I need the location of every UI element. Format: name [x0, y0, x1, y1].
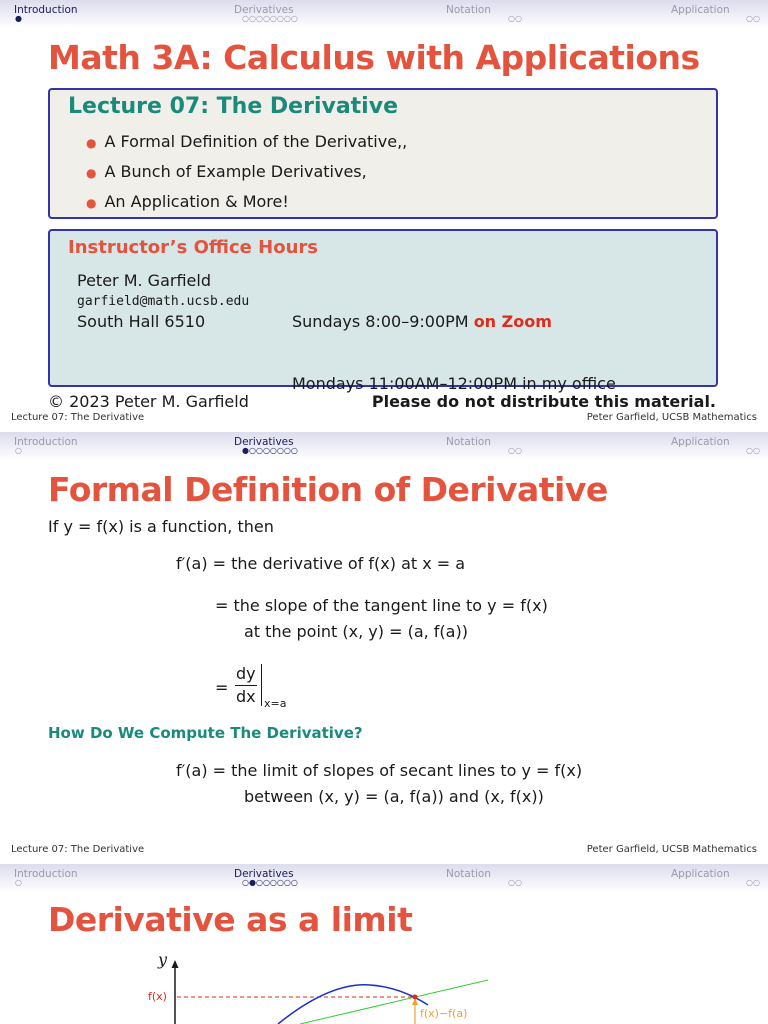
footer-left: Lecture 07: The Derivative [11, 412, 145, 423]
nav-application[interactable]: Application [671, 4, 730, 16]
definition-line: f′(a) = the derivative of f(x) at x = a [176, 554, 466, 573]
copyright: © 2023 Peter M. Garfield [48, 392, 249, 411]
footer-left: Lecture 07: The Derivative [11, 844, 145, 855]
office-hours-title: Instructor’s Office Hours [68, 237, 318, 258]
fx-label: f(x) [148, 990, 167, 1003]
instructor-info [77, 271, 249, 333]
nav-application[interactable]: Application [671, 436, 730, 448]
evaluation-subscript: x=a [264, 697, 287, 710]
derivative-fraction: = dy dx x=a [215, 664, 287, 710]
page-title: Formal Definition of Derivative [48, 470, 608, 509]
nav-dots[interactable]: ○○○○○○○○ [242, 14, 298, 23]
hours-row: Mondays 11:00AM–12:00PM in my office [292, 373, 616, 393]
y-axis-label: y [158, 950, 168, 969]
nav-dots[interactable]: ●○○○○○○○ [242, 446, 298, 455]
instructor-name: Peter M. Garfield [77, 271, 211, 290]
intro-text: If y = f(x) is a function, then [48, 517, 274, 536]
secant-diagram [0, 864, 768, 1024]
page-title: Derivative as a limit [48, 900, 413, 939]
nav-dots[interactable]: ○○ [508, 446, 522, 455]
bullet-dot-icon: ● [86, 166, 97, 180]
fraction-denominator: dx [236, 687, 256, 706]
slide-2 [0, 432, 768, 864]
difference-label: f(x)−f(a) [420, 1007, 468, 1020]
nav-introduction[interactable]: Introduction [14, 868, 78, 880]
section-heading: How Do We Compute The Derivative? [48, 724, 363, 742]
slide-3 [0, 864, 768, 1024]
bullet-item: ● A Formal Definition of the Derivative,, [86, 132, 408, 151]
nav-dots[interactable]: ○○ [508, 878, 522, 887]
definition-line: = the slope of the tangent line to y = f(x) [215, 596, 548, 615]
instructor-email[interactable]: garfield@math.ucsb.edu [77, 293, 250, 309]
footer-right: Peter Garfield, UCSB Mathematics [586, 412, 757, 423]
nav-dots[interactable]: ○○ [746, 446, 760, 455]
fraction-numerator: dy [236, 664, 256, 683]
nav-dots[interactable]: ○●○○○○○○ [242, 878, 298, 887]
definition-line: at the point (x, y) = (a, f(a)) [244, 622, 468, 641]
office-hours-box [48, 229, 718, 393]
nav-notation[interactable]: Notation [446, 868, 491, 880]
function-curve [278, 985, 428, 1024]
nav-introduction[interactable]: Introduction [14, 4, 78, 16]
nav-derivatives[interactable]: Derivatives [234, 4, 294, 16]
definition-line: f′(a) = the limit of slopes of secant lines to y = f(x) [176, 761, 583, 780]
page-title: Math 3A: Calculus with Applications [48, 38, 700, 77]
bullet-item: ● An Application & More! [86, 192, 289, 211]
nav-notation[interactable]: Notation [446, 436, 491, 448]
nav-dots[interactable]: ● [15, 14, 22, 23]
nav-notation[interactable]: Notation [446, 4, 491, 16]
notice: Please do not distribute this material. [371, 392, 716, 411]
point-x [413, 995, 418, 1000]
nav-introduction[interactable]: Introduction [14, 436, 78, 448]
bullet-dot-icon: ● [86, 136, 97, 150]
nav-dots[interactable]: ○○ [746, 14, 760, 23]
slide-1 [0, 0, 768, 432]
nav-dots[interactable]: ○ [15, 446, 22, 455]
hours-row: Sundays 8:00–9:00PM on Zoom [292, 312, 552, 331]
lecture-box [48, 88, 718, 219]
nav-derivatives[interactable]: Derivatives [234, 436, 294, 448]
nav-dots[interactable]: ○○ [508, 14, 522, 23]
nav-bar [0, 432, 768, 460]
bullet-item: ● A Bunch of Example Derivatives, [86, 162, 367, 181]
nav-dots[interactable]: ○○ [746, 878, 760, 887]
nav-dots[interactable]: ○ [15, 878, 22, 887]
instructor-office: South Hall 6510 [77, 312, 206, 331]
nav-application[interactable]: Application [671, 868, 730, 880]
lecture-title: Lecture 07: The Derivative [68, 94, 398, 119]
footer-right: Peter Garfield, UCSB Mathematics [586, 844, 757, 855]
nav-bar [0, 0, 768, 28]
bullet-dot-icon: ● [86, 196, 97, 210]
definition-line: between (x, y) = (a, f(a)) and (x, f(x)) [244, 787, 544, 806]
nav-derivatives[interactable]: Derivatives [234, 868, 294, 880]
y-axis-arrow-icon [172, 960, 179, 968]
